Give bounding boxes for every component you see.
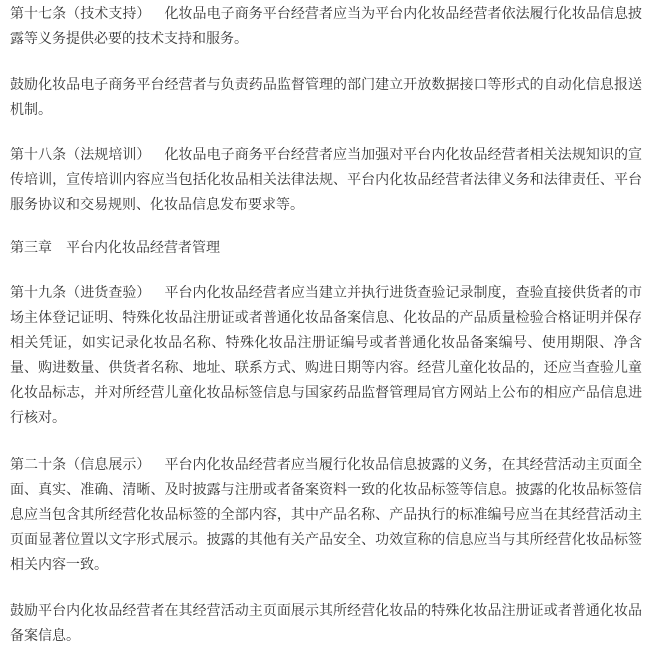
article-heading: 第二十条（信息展示） bbox=[10, 457, 151, 473]
article-heading: 第十八条（法规培训） bbox=[10, 147, 151, 163]
paragraph-article-20 bbox=[10, 453, 642, 578]
paragraph-text: 鼓励平台内化妆品经营者在其经营活动主页面展示其所经营化妆品的特殊化妆品注册证或者普通化妆品备案信息。 bbox=[10, 603, 642, 644]
chapter-title: 第三章 平台内化妆品经营者管理 bbox=[10, 240, 220, 256]
chapter-heading bbox=[10, 236, 642, 261]
paragraph-encourage-display bbox=[10, 599, 642, 649]
paragraph-article-17 bbox=[10, 2, 642, 52]
paragraph-article-19 bbox=[10, 281, 642, 431]
paragraph-encourage-data-interface bbox=[10, 73, 642, 123]
paragraph-text: 鼓励化妆品电子商务平台经营者与负责药品监督管理的部门建立开放数据接口等形式的自动化信息报送机制。 bbox=[10, 77, 642, 118]
article-text: 化妆品电子商务平台经营者应当为平台内化妆品经营者依法履行化妆品信息披露等义务提供必要的技术支持和服务。 bbox=[10, 6, 643, 47]
article-heading: 第十九条（进货查验） bbox=[10, 285, 151, 301]
article-text: 平台内化妆品经营者应当建立并执行进货查验记录制度，查验直接供货者的市场主体登记证明、特殊化妆品注册证或者普通化妆品备案信息、化妆品的产品质量检验合格证明并保存相关凭证，如实记录化妆品名称、特殊化妆品注册证编号或者普通化妆品备案编号、使用期限、净含量、购进数量、供货者名称、地址、联系方式、购进日期等内容。经营儿童化妆品的，还应当查验儿童化妆品标志，并对所经营儿童化妆品标签信息与国家药品监督管理局官方网站上公布的相应产品信息进行核对。 bbox=[10, 285, 643, 426]
article-heading: 第十七条（技术支持） bbox=[10, 6, 151, 22]
article-text: 化妆品电子商务平台经营者应当加强对平台内化妆品经营者相关法规知识的宣传培训，宣传培训内容应当包括化妆品相关法律法规、平台内化妆品经营者法律义务和法律责任、平台服务协议和交易规则、化妆品信息发布要求等。 bbox=[10, 147, 643, 213]
article-text: 平台内化妆品经营者应当履行化妆品信息披露的义务，在其经营活动主页面全面、真实、准确、清晰、及时披露与注册或者备案资料一致的化妆品标签等信息。披露的化妆品标签信息应当包含其所经营化妆品标签的全部内容，其中产品名称、产品执行的标准编号应当在其经营活动主页面显著位置以文字形式展示。披露的其他有关产品安全、功效宣称的信息应当与其所经营化妆品标签相关内容一致。 bbox=[10, 457, 643, 573]
paragraph-article-18 bbox=[10, 143, 642, 218]
